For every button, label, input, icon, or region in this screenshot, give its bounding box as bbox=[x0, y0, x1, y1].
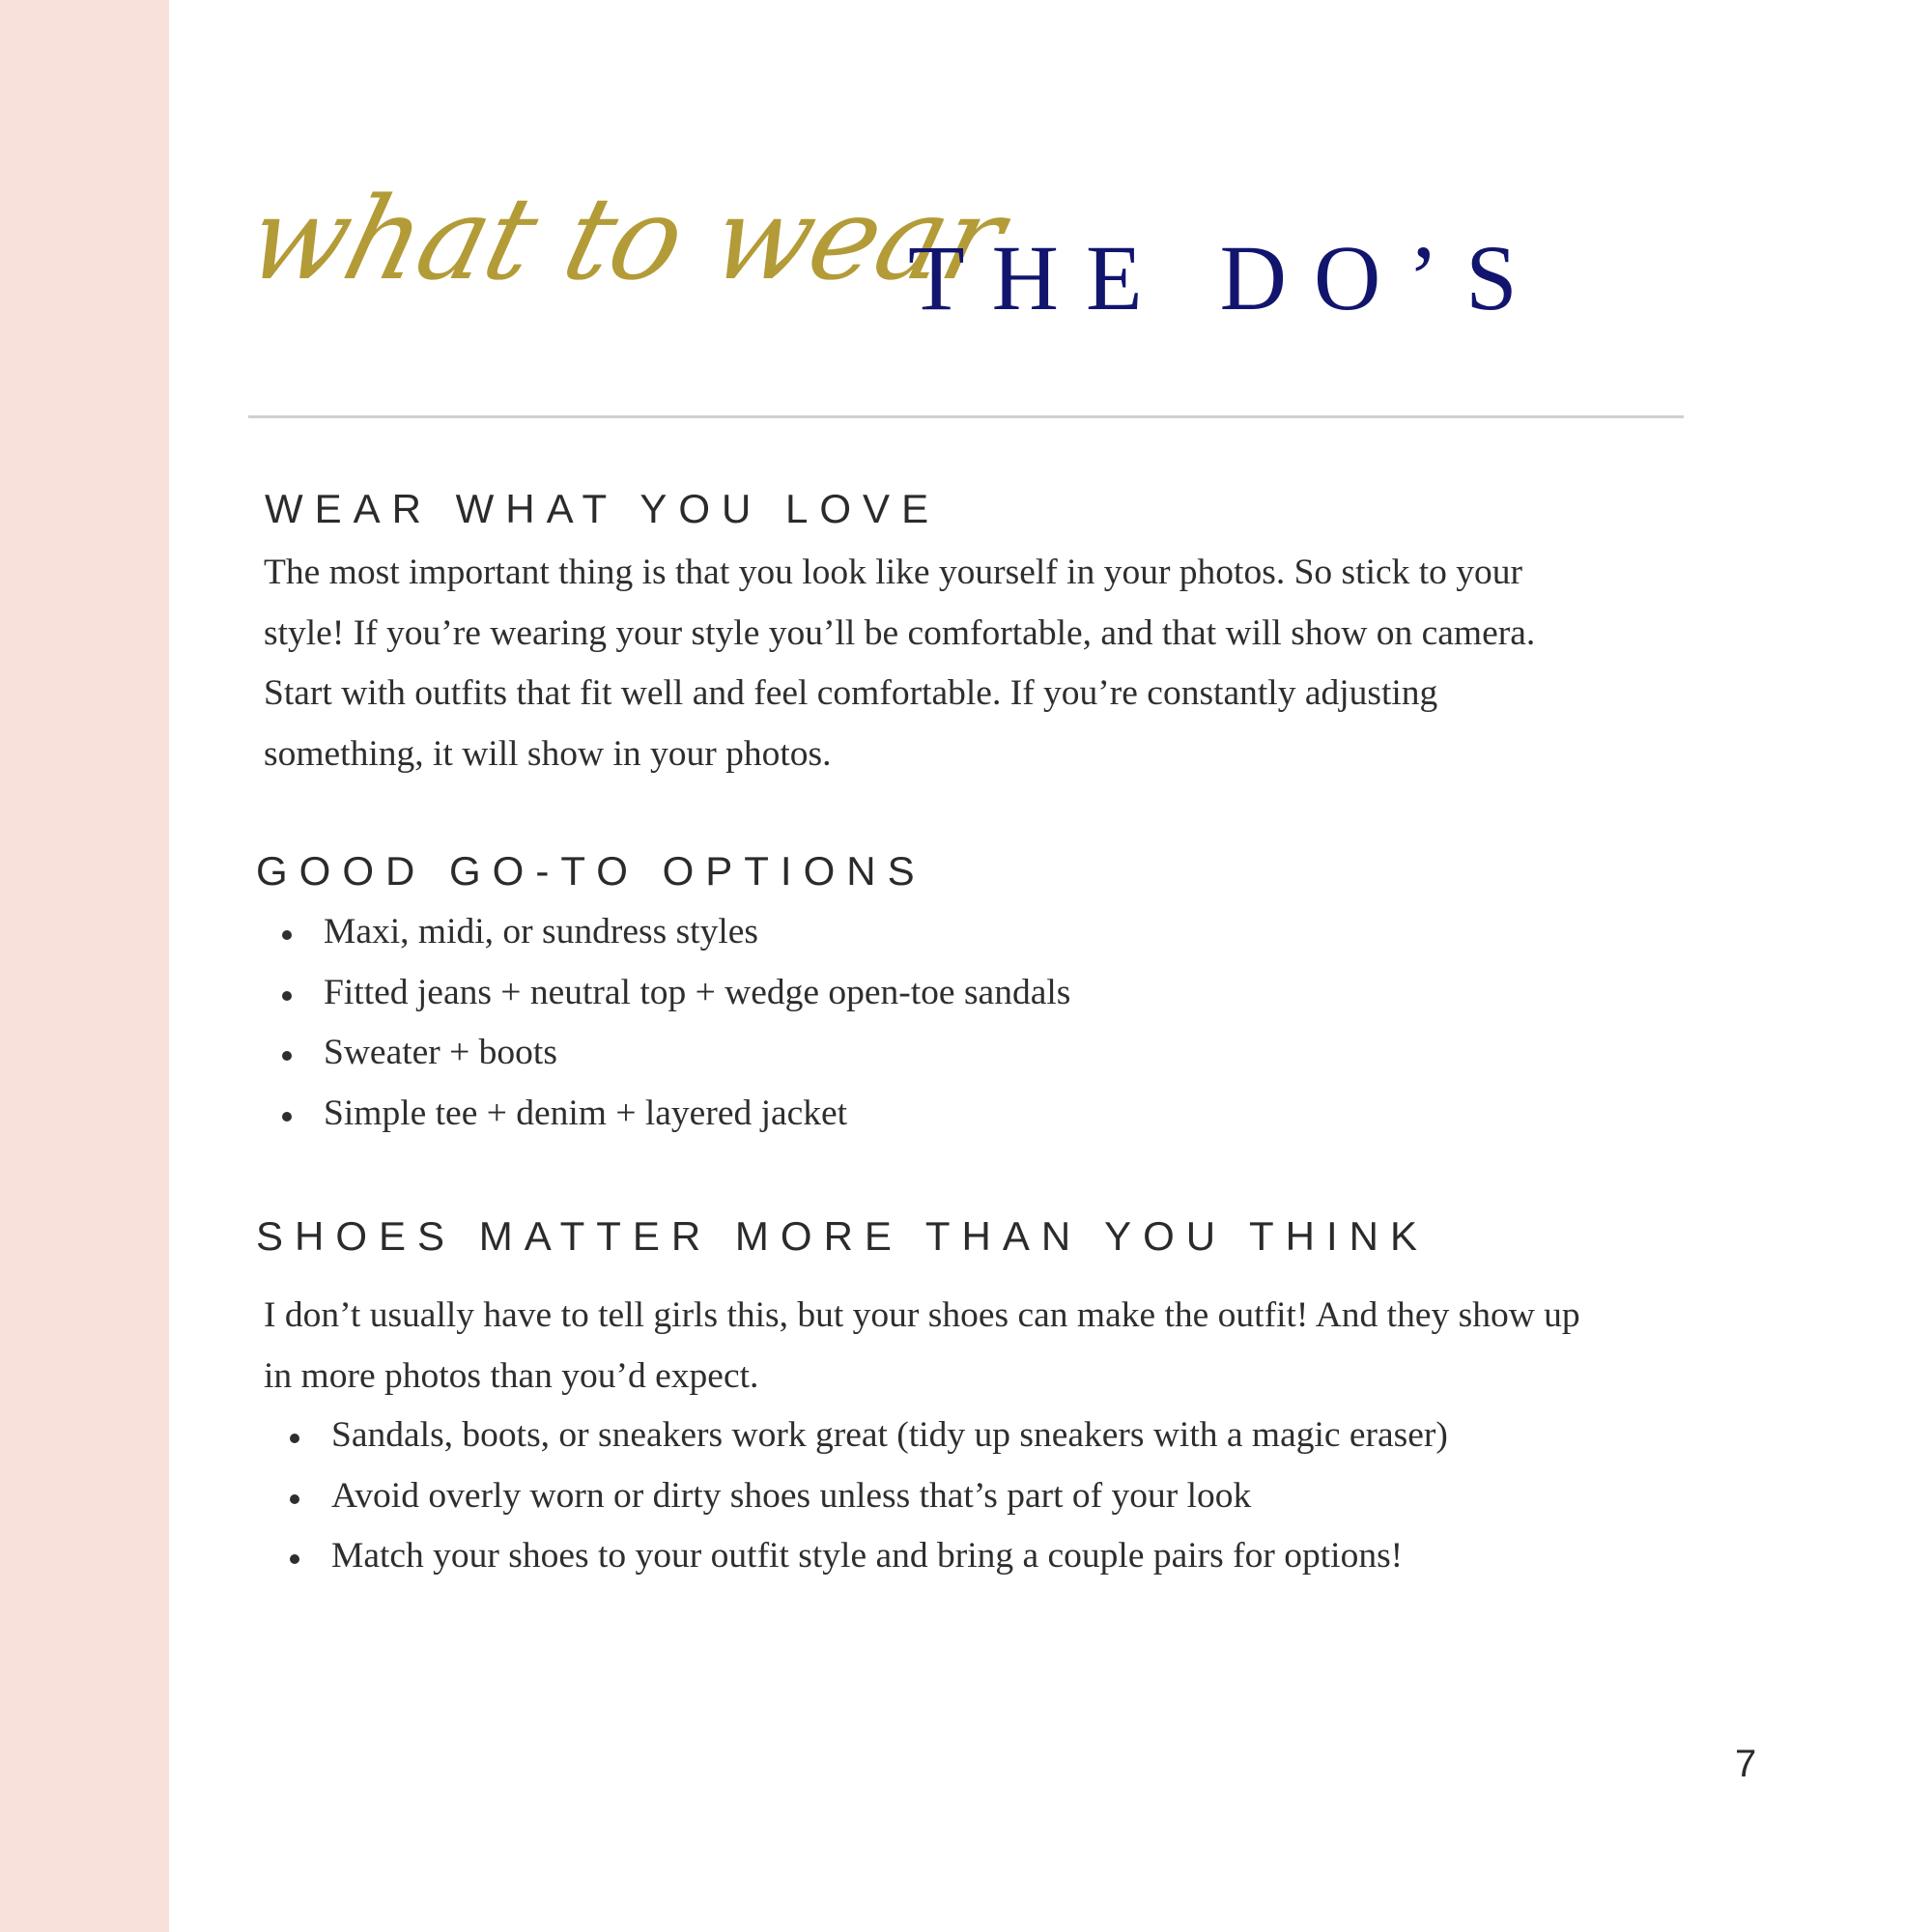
bullet-icon bbox=[282, 991, 292, 1001]
title-divider bbox=[248, 415, 1684, 418]
list-item-text: Match your shoes to your outfit style and bring a couple pairs for options! bbox=[331, 1536, 1404, 1576]
list-item bbox=[288, 1406, 1448, 1466]
title-script: what to wear bbox=[235, 172, 1016, 305]
paragraph-line: I don’t usually have to tell girls this, but your shoes can make the outfit! And they show up bbox=[264, 1295, 1580, 1335]
list-item-text: Avoid overly worn or dirty shoes unless that’s part of your look bbox=[331, 1475, 1252, 1516]
list-item bbox=[280, 1023, 1070, 1084]
bullet-icon bbox=[290, 1434, 299, 1443]
bullet-icon bbox=[282, 1112, 292, 1122]
options-list bbox=[280, 902, 1070, 1144]
list-item-text: Simple tee + denim + layered jacket bbox=[324, 1093, 848, 1133]
decorative-side-band bbox=[0, 0, 169, 1932]
paragraph-line: Start with outfits that fit well and feel comfortable. If you’re constantly adjusting bbox=[264, 673, 1438, 713]
page-number: 7 bbox=[1735, 1743, 1757, 1785]
list-item-text: Sandals, boots, or sneakers work great (tidy up sneakers with a magic eraser) bbox=[331, 1415, 1448, 1455]
section-paragraph-wear-what-you-love bbox=[264, 543, 1693, 784]
list-item-text: Sweater + boots bbox=[324, 1033, 557, 1072]
section-heading-shoes-matter: SHOES MATTER MORE THAN YOU THINK bbox=[256, 1213, 1429, 1259]
list-item-text: Maxi, midi, or sundress styles bbox=[324, 912, 758, 952]
paragraph-line: style! If you’re wearing your style you’ll be comfortable, and that will show on camera. bbox=[264, 612, 1536, 653]
page-title: THE DO’S bbox=[908, 226, 1545, 329]
list-item-text: Fitted jeans + neutral top + wedge open-toe sandals bbox=[324, 972, 1071, 1012]
shoes-list bbox=[288, 1406, 1448, 1587]
list-item bbox=[288, 1526, 1448, 1587]
section-paragraph-shoes-matter bbox=[264, 1286, 1693, 1406]
paragraph-line: something, it will show in your photos. bbox=[264, 733, 832, 774]
section-heading-good-go-to-options: GOOD GO-TO OPTIONS bbox=[256, 848, 926, 894]
bullet-icon bbox=[282, 930, 292, 940]
list-item bbox=[280, 902, 1070, 963]
bullet-icon bbox=[290, 1494, 299, 1504]
paragraph-line: in more photos than you’d expect. bbox=[264, 1355, 759, 1396]
list-item bbox=[288, 1466, 1448, 1527]
bullet-icon bbox=[290, 1554, 299, 1564]
bullet-icon bbox=[282, 1051, 292, 1061]
section-heading-wear-what-you-love: WEAR WHAT YOU LOVE bbox=[265, 486, 941, 531]
paragraph-line: The most important thing is that you look like yourself in your photos. So stick to your bbox=[264, 553, 1523, 592]
list-item bbox=[280, 1084, 1070, 1145]
list-item bbox=[280, 963, 1070, 1024]
